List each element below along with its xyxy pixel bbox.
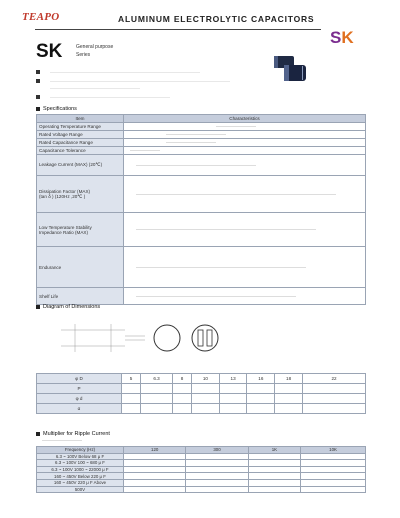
ripple-freq-header: 300 [186,447,248,454]
dim-cell [247,394,275,404]
dim-size: 22 [303,374,366,384]
dimension-diagram [55,316,225,364]
dim-row-label: α [37,404,122,414]
table-row [37,447,366,454]
table-row [37,131,366,139]
table-row [37,384,366,394]
section-square-icon [36,305,40,309]
table-row [37,139,366,147]
feature-bullet [36,95,40,99]
feature-line [50,88,140,89]
table-row [37,155,366,176]
dim-size: 6.3 [140,374,172,384]
ripple-cell [301,473,366,480]
spec-characteristic [124,155,366,176]
document-title: ALUMINUM ELECTROLYTIC CAPACITORS [118,14,315,24]
ripple-cell [248,466,300,473]
spec-characteristic [124,123,366,131]
spec-characteristic [124,131,366,139]
spec-item-line: Impedance Ratio (MAX) [39,229,89,235]
ripple-cell [301,466,366,473]
ripple-cell [124,473,186,480]
table-row [37,247,366,288]
dim-cell [192,394,220,404]
spec-item: Shelf Life [37,288,124,305]
spec-item [37,176,124,213]
ripple-cell [186,486,248,493]
spec-item: Leakage Current (MAX) (20℃) [37,155,124,176]
dim-cell [219,404,247,414]
title-divider [35,29,321,30]
spec-characteristic [124,139,366,147]
section-specifications [36,106,77,112]
table-row [37,466,366,473]
dim-cell [247,404,275,414]
dim-cell [173,394,192,404]
ripple-row-label: 160 ~ 450V Below 220 μ F [37,473,124,480]
dim-cell [192,404,220,414]
series-subtitle-1: General purpose [76,44,114,50]
brand-logo: TEAPO [22,11,60,23]
ripple-freq-header: 1K [248,447,300,454]
table-row [37,404,366,414]
ripple-cell [186,479,248,486]
spec-item: Rated Voltage Range [37,131,124,139]
dim-cell [275,404,303,414]
dim-cell [303,404,366,414]
table-row [37,374,366,384]
ripple-cell [124,453,186,460]
dim-size: 10 [192,374,220,384]
spec-characteristic [124,147,366,155]
ripple-cell [301,453,366,460]
table-row [37,479,366,486]
spec-characteristic [124,213,366,247]
spec-item: Capacitance Tolerance [37,147,124,155]
dim-cell [122,384,141,394]
feature-line [50,81,230,82]
ripple-cell [301,460,366,467]
feature-line [50,97,170,98]
section-square-icon [36,432,40,436]
ripple-row-label: 500V [37,486,124,493]
sk-logo [330,28,354,48]
ripple-cell [124,466,186,473]
ripple-multiplier-table [36,446,366,493]
ripple-cell [124,479,186,486]
ripple-row-label: 6.3 ~ 100V 1000 ~ 22000 μ F [37,466,124,473]
section-title: Diagram of Dimensions [43,304,101,310]
series-code: SK [36,41,63,62]
section-dimensions [36,304,100,310]
ripple-cell [248,453,300,460]
dim-cell [140,404,172,414]
ripple-row-label: 6.3 ~ 100V Below 68 μ F [37,453,124,460]
ripple-subheading-line [42,440,82,441]
dim-cell [140,394,172,404]
ripple-freq-header: 120 [124,447,186,454]
spec-item: Endurance [37,247,124,288]
dim-size: 16 [247,374,275,384]
dim-cell [303,384,366,394]
ripple-cell [248,460,300,467]
spec-characteristic [124,247,366,288]
table-row [37,213,366,247]
dim-cell [247,384,275,394]
dim-cell [219,394,247,404]
spec-item-line: Low Temperature Stability [39,224,92,230]
dim-cell [275,384,303,394]
spec-item: Rated Capacitance Range [37,139,124,147]
section-title: Multiplier for Ripple Current [43,431,110,437]
table-row [37,460,366,467]
section-title: Specifications [43,106,77,112]
ripple-cell [186,473,248,480]
table-row [37,394,366,404]
spec-characteristic [124,176,366,213]
ripple-cell [186,460,248,467]
dim-cell [173,404,192,414]
dim-cell [122,404,141,414]
ripple-header-label: Frequency (Hz) [37,447,124,454]
dim-cell [140,384,172,394]
dim-cell [275,394,303,404]
spec-item: Operating Temperature Range [37,123,124,131]
dim-cell [173,384,192,394]
ripple-freq-header: 10K [301,447,366,454]
dim-cell [192,384,220,394]
table-row [37,147,366,155]
ripple-row-label: 160 ~ 450V 220 μ F Above [37,479,124,486]
ripple-cell [248,473,300,480]
section-ripple [36,431,110,437]
ripple-cell [186,466,248,473]
ripple-row-label: 6.3 ~ 100V 100 ~ 680 μ F [37,460,124,467]
table-row [37,473,366,480]
dim-row-label: φ D [37,374,122,384]
series-subtitle-2: Series [76,52,91,58]
dim-row-label: φ d [37,394,122,404]
dim-size: 5 [122,374,141,384]
ripple-cell [301,486,366,493]
dim-size: 8 [173,374,192,384]
dim-size: 18 [275,374,303,384]
capacitor-product-image [272,54,328,84]
spec-item-line: Dissipation Factor (MAX) [39,188,91,194]
spec-characteristic [124,288,366,305]
ripple-cell [124,486,186,493]
dim-size: 13 [219,374,247,384]
table-row [37,176,366,213]
dimensions-table [36,373,366,414]
section-square-icon [36,107,40,111]
spec-item-line: (tan δ ) (120Hz ,20℃ ) [39,193,86,199]
table-row [37,288,366,305]
logo-letter-s: S [330,28,342,47]
column-header-characteristics: Characteristics [124,115,366,123]
column-header-item: Item [37,115,124,123]
specifications-table [36,114,366,305]
ripple-cell [248,486,300,493]
ripple-cell [186,453,248,460]
ripple-cell [124,460,186,467]
dim-cell [219,384,247,394]
dim-cell [122,394,141,404]
dim-row-label: P [37,384,122,394]
table-row [37,486,366,493]
logo-letter-k: K [341,28,354,47]
dim-cell [303,394,366,404]
feature-line [50,72,200,73]
table-row [37,453,366,460]
spec-item [37,213,124,247]
ripple-cell [248,479,300,486]
feature-bullet [36,70,40,74]
feature-bullet [36,79,40,83]
table-row [37,115,366,123]
table-row [37,123,366,131]
ripple-cell [301,479,366,486]
